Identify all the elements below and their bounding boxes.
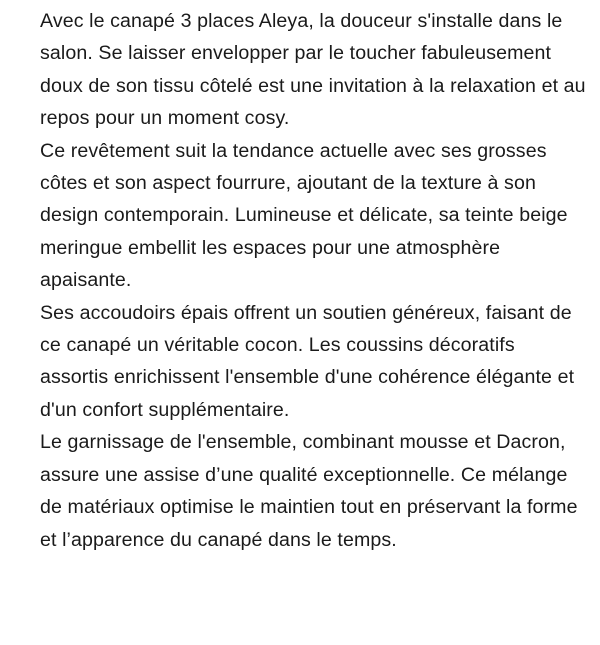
description-paragraph-1: Avec le canapé 3 places Aleya, la douceur s'installe dans le salon. Se laisser envelopper par le toucher fabuleusement doux de son tissu côtelé est une invitation à la relaxation et au repos pour un moment cosy. bbox=[40, 10, 586, 130]
description-paragraph-3: Ses accoudoirs épais offrent un soutien généreux, faisant de ce canapé un véritable cocon. Les coussins décoratifs assortis enrichissent l'ensemble d'une cohérence élégante et d'un confort supplémentaire. bbox=[40, 301, 575, 421]
description-paragraph-4: Le garnissage de l'ensemble, combinant mousse et Dacron, assure une assise d’une qualité exceptionnelle. Ce mélange de matériaux optimise le maintien tout en préservant la forme et l’apparence du canapé dans le temps. bbox=[40, 431, 578, 551]
description-paragraph-2: Ce revêtement suit la tendance actuelle avec ses grosses côtes et son aspect fourrure, ajoutant de la texture à son design contemporain. Lumineuse et délicate, sa teinte beige meringue embellit les espaces pour une atmosphère apaisante. bbox=[40, 139, 568, 292]
